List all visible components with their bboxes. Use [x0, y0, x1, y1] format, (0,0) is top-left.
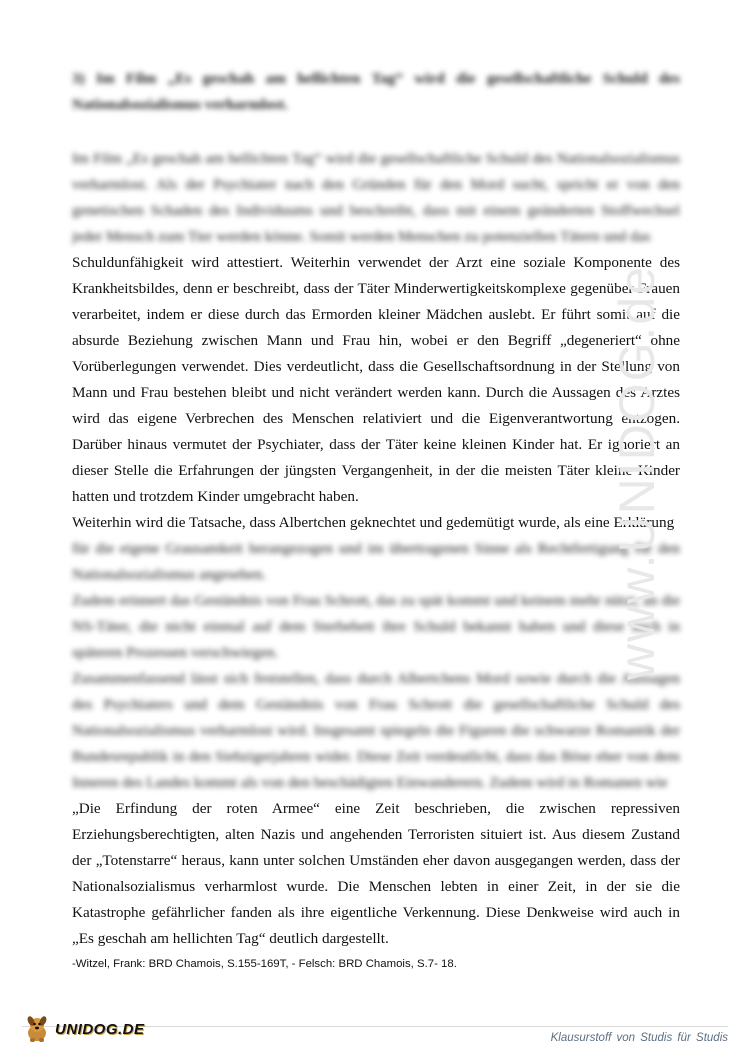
watermark — [608, 265, 665, 680]
logo-text: UNIDOG.DE — [55, 1020, 145, 1038]
paragraph-conclusion: „Die Erfindung der roten Armee“ eine Zeit beschrieben, die zwischen repressiven Erziehungsberechtigten, alten Nazis und angehenden Terroristen situiert ist. Aus diesem Zustand der „Totenstarre“ heraus, kann unter solchen Umständen eher davon ausgegangen werden, dass der Nationalsozialismus verharmlost wurde. Die Menschen lebten in einer Zeit, in der sie die Katastrophe gefährlicher fanden als ihre eigentliche Verkennung. Diese Denkweise wird auch in „Es geschah am hellichten Tag“ deutlich dargestellt. — [72, 800, 680, 947]
blurred-paragraph-4: Zusammenfassend lässt sich feststellen, dass durch Albertchens Mord sowie durch die Aussagen des Psychiaters und dem Geständnis von Frau Schrott die gesellschaftliche Schuld des Nationalsozialismus verharmlost wird. Insgesamt spiegeln die Figuren die schwarze Romantik der Bundesrepublik in den Siebzigerjahren wider. Diese Zeit verdeutlicht, dass das Böse eher von dem Inneren des Landes kommt als von den beschädigten Einwanderern. Zudem wird in Romanen wie — [72, 670, 680, 791]
section-heading: 3) Im Film „Es geschah am hellichten Tag“ wird die gesellschaftliche Schuld des Nationalsozialismus verharmlost. — [72, 70, 680, 113]
paragraph-albertchen: Weiterhin wird die Tatsache, dass Albertchen geknechtet und gedemütigt wurde, als eine Erklärung — [72, 514, 675, 531]
references: -Witzel, Frank: BRD Chamois, S.155-169T, - Felsch: BRD Chamois, S.7- 18. — [72, 958, 457, 970]
paragraph-psychiatrist — [72, 250, 680, 531]
paragraph-text: Schuldunfähigkeit wird attestiert. Weiterhin verwendet der Arzt eine soziale Komponente des Krankheitsbildes, denn er beschreibt, dass der Täter Minderwertigkeitskomplexe gegenüber Frauen verarbeitet, indem er diese durch das Ermorden kleiner Mädchen auslebt. Er führt somit auf die absurde Beziehung zwischen Mann und Frau hin, wobei er den Begriff „degeneriert“ ohne Vorüberlegungen verwendet. Dies verdeutlicht, dass die Gesellschaftsordnung in der Stellung von Mann und Frau bestehen bleibt und nicht verändert werden kann. Durch die Aussagen des Arztes wird das eigene Verbrechen des Menschen relativiert und die Eigenverantwortung entzogen. Darüber hinaus vermutet der Psychiater, dass der Täter keine kleinen Kinder hat. Er ignoriert an dieser Stelle die Erfahrungen der jüngsten Vergangenheit, in der die meisten Täter kleine Kinder hatten und trotzdem Kinder umgebracht haben. — [72, 254, 680, 505]
footer-tagline: Klausurstoff von Studis für Studis — [550, 1032, 728, 1044]
blurred-paragraph-2: für die eigene Grausamkeit herangezogen und im übertragenen Sinne als Rechtfertigung für den Nationalsozialismus angesehen. — [72, 540, 680, 583]
unidog-logo[interactable] — [22, 1014, 145, 1044]
dog-mascot-icon — [22, 1014, 52, 1044]
watermark-text: www.UNIDOG.de — [609, 265, 665, 680]
blurred-paragraph-1: Im Film „Es geschah am hellichten Tag“ wird die gesellschaftliche Schuld des Nationalsozialismus verharmlost. Als der Psychiater nach den Gründen für den Mord sucht, spricht er von den genetischen Schaden des Individuums und beschreibt, dass mit einem geänderten Stoffwechsel jeder Mensch zum Tier werden könne. Somit werden Menschen zu potenziellen Tätern und das — [72, 150, 680, 245]
blurred-paragraph-3: Zudem erinnert das Geständnis von Frau Schrott, das zu spät kommt und keinem mehr nützt, an die NS-Täter, die nicht einmal auf dem Sterbebett ihre Schuld bekannt haben und diese auch in späteren Prozessen verschwiegen. — [72, 592, 680, 661]
